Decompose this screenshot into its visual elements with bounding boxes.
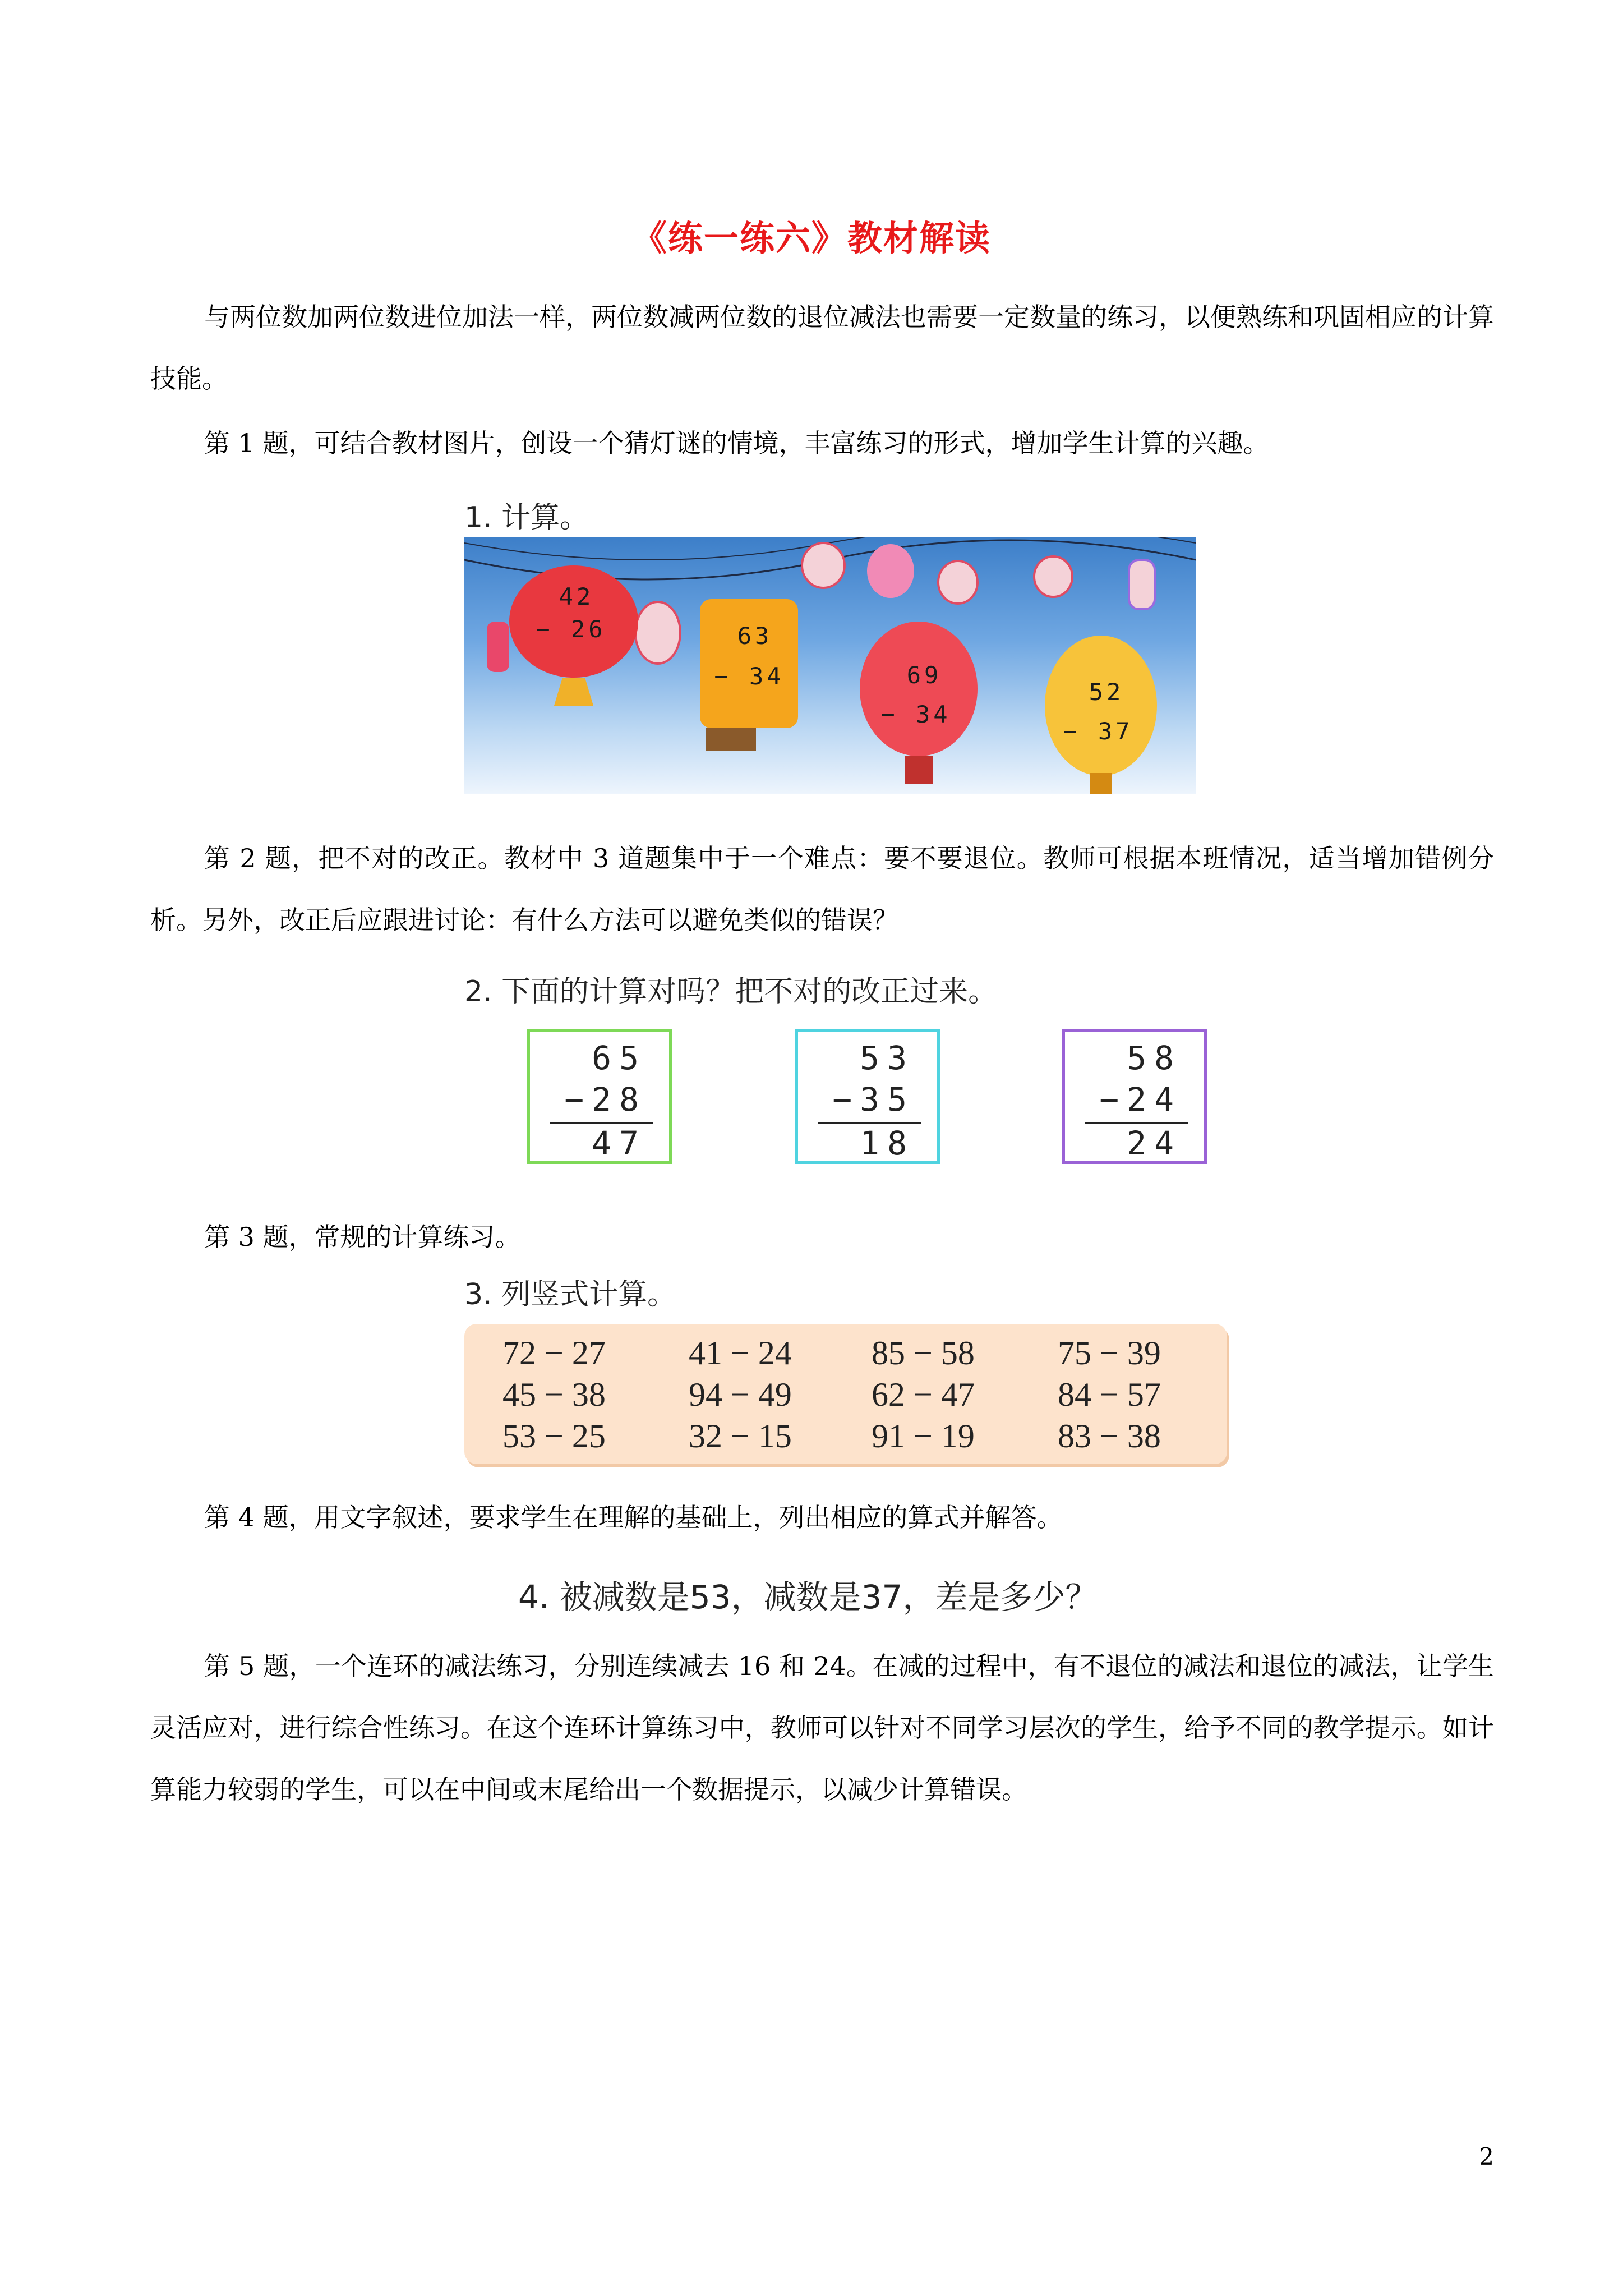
exercise-2-description: 第 2 题，把不对的改正。教材中 3 道题集中于一个难点：要不要退位。教师可根据本班情况，适当增加错例分析。另外，改正后应跟进讨论：有什么方法可以避免类似的错误？	[150, 843, 1494, 935]
lantern-2-top: 63	[737, 622, 773, 650]
answer: 24	[1127, 1124, 1182, 1162]
exercise-5-description: 第 5 题，一个连环的减法练习，分别连续减去 16 和 24。在减的过程中，有不退位的减法和退位的减法，让学生灵活应对，进行综合性练习。在这个连环计算练习中，教师可以针对不同学习层次的学生，给予不同的教学提示。如计算能力较弱的学生，可以在中间或末尾给出一个数据提示，以减少计算错误。	[150, 1651, 1494, 1805]
subtrahend: −24	[1099, 1080, 1182, 1119]
lantern-1	[509, 565, 638, 706]
calculation-grid	[464, 1324, 1227, 1464]
small-lantern-icon	[1129, 560, 1155, 609]
exercise-1-description: 第 1 题，可结合教材图片，创设一个猜灯谜的情境，丰富练习的形式，增加学生计算的兴趣。	[204, 428, 1269, 458]
answer: 47	[592, 1124, 647, 1162]
lantern-4	[1045, 636, 1157, 794]
small-lantern-icon	[938, 561, 978, 604]
calc-item: 91 − 19	[872, 1418, 975, 1455]
small-lantern-icon	[867, 544, 914, 598]
calc-item: 83 − 38	[1058, 1418, 1161, 1455]
figure-3-label: 3. 列竖式计算。	[464, 1278, 677, 1312]
lantern-1-top: 42	[559, 583, 594, 610]
calc-item: 32 − 15	[689, 1418, 792, 1455]
small-lantern-icon	[635, 602, 680, 664]
exercise-3-description: 第 3 题，常规的计算练习。	[204, 1222, 521, 1252]
lantern-3-top: 69	[906, 661, 942, 689]
calc-item: 75 − 39	[1058, 1335, 1161, 1372]
problem-box-1	[527, 1029, 672, 1164]
answer: 18	[860, 1124, 915, 1162]
calc-item: 72 − 27	[502, 1335, 606, 1372]
problem-box-3	[1062, 1029, 1207, 1164]
calc-item: 85 − 58	[872, 1335, 975, 1372]
small-lantern-icon	[1034, 556, 1072, 597]
lantern-3-body	[860, 622, 978, 756]
problem-box-2	[795, 1029, 940, 1164]
lantern-1-bottom: − 26	[536, 615, 606, 643]
calc-item: 62 − 47	[872, 1376, 975, 1413]
lantern-4-top: 52	[1089, 678, 1124, 706]
lantern-4-body	[1045, 636, 1157, 776]
lantern-tassel	[554, 678, 593, 706]
lantern-illustration	[464, 537, 1196, 794]
minuend: 53	[860, 1039, 915, 1077]
page-number: 2	[1479, 2143, 1494, 2170]
lantern-tassel	[1090, 773, 1112, 794]
subtrahend: −28	[564, 1080, 647, 1119]
lantern-scene-svg	[464, 537, 1196, 794]
small-lantern-icon	[487, 622, 509, 672]
calc-item: 41 − 24	[689, 1335, 792, 1372]
lantern-tassel	[706, 728, 756, 751]
calc-item: 94 − 49	[689, 1376, 792, 1413]
lantern-2-bottom: − 34	[714, 662, 785, 690]
lantern-tassel	[905, 756, 933, 784]
calc-item: 84 − 57	[1058, 1376, 1161, 1413]
intro-paragraph: 与两位数加两位数进位加法一样，两位数减两位数的退位减法也需要一定数量的练习，以便熟练和巩固相应的计算技能。	[150, 302, 1494, 394]
subtrahend: −35	[832, 1080, 915, 1119]
calc-item: 53 − 25	[502, 1418, 606, 1455]
page-title: 《练一练六》教材解读	[631, 218, 991, 259]
lantern-2	[700, 599, 798, 751]
calc-item: 45 − 38	[502, 1376, 606, 1413]
lantern-3-bottom: − 34	[880, 701, 951, 728]
minuend: 58	[1127, 1039, 1182, 1077]
lantern-3	[860, 622, 978, 784]
lantern-4-bottom: − 37	[1063, 717, 1133, 745]
small-lantern-icon	[802, 543, 845, 588]
figure-4-question: 4. 被减数是53，减数是37，差是多少？	[518, 1578, 1098, 1616]
minuend: 65	[592, 1039, 647, 1077]
exercise-4-description: 第 4 题，用文字叙述，要求学生在理解的基础上，列出相应的算式并解答。	[204, 1502, 1063, 1533]
figure-2-label: 2. 下面的计算对吗？把不对的改正过来。	[464, 975, 998, 1009]
figure-1-label: 1. 计算。	[464, 501, 589, 535]
